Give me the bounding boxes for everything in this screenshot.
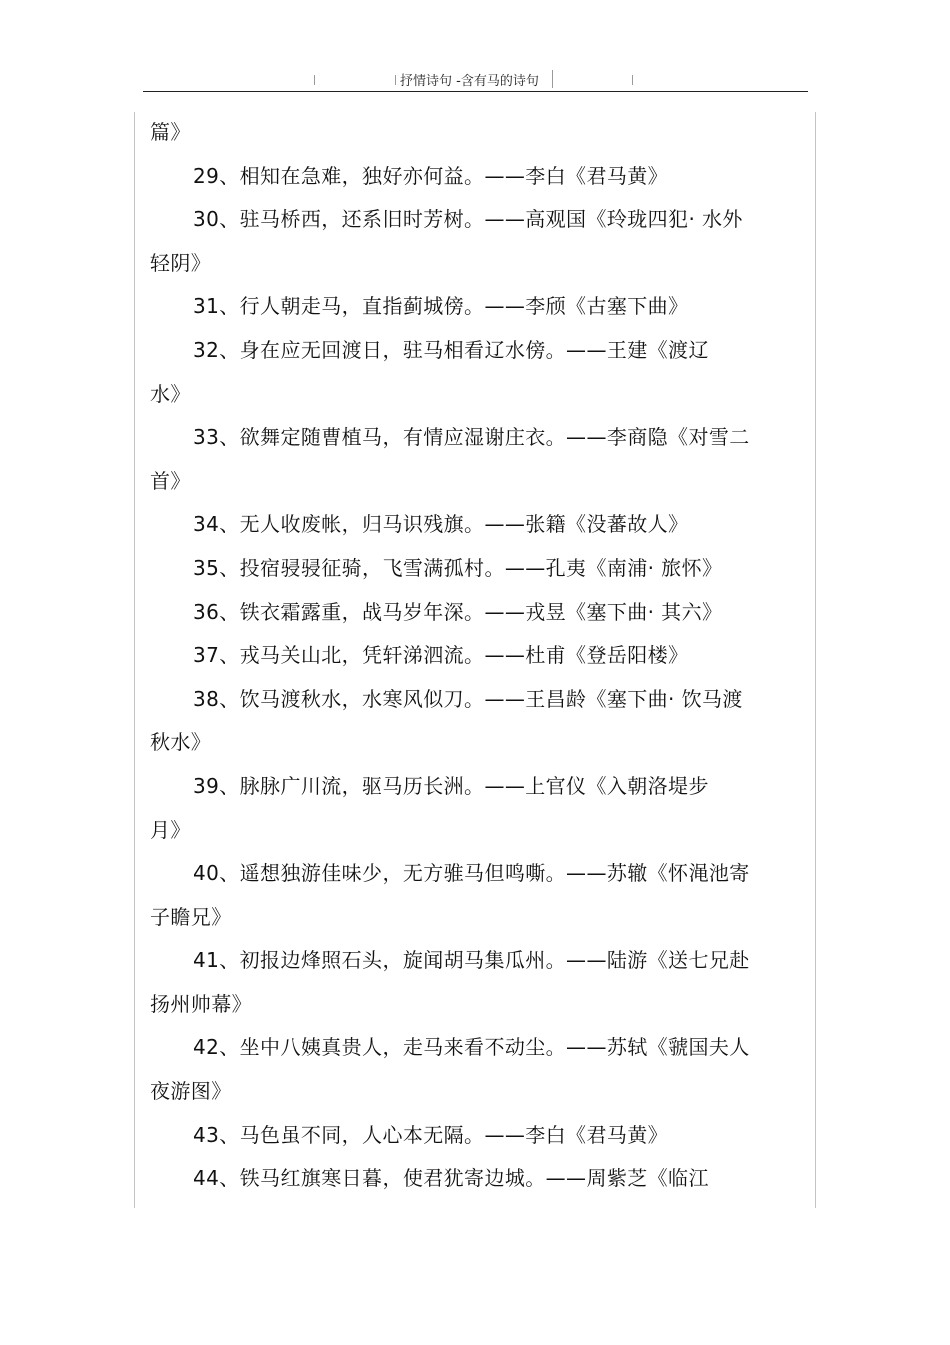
poem-line: 39、脉脉广川流，驱马历长洲。——上官仪《入朝洛堤步 bbox=[193, 773, 709, 798]
left-margin-rule bbox=[134, 112, 135, 1208]
poem-line: 29、相知在急难，独好亦何益。——李白《君马黄》 bbox=[193, 163, 669, 188]
poem-line: 41、初报边烽照石头，旋闻胡马集瓜州。——陆游《送七兄赴 bbox=[193, 948, 750, 973]
right-margin-rule bbox=[815, 112, 816, 1208]
poem-line: 34、无人收废帐，归马识残旗。——张籍《没蕃故人》 bbox=[193, 512, 689, 537]
poem-line: 42、坐中八姨真贵人，走马来看不动尘。——苏轼《虢国夫人 bbox=[193, 1035, 750, 1060]
header-tick-title-end bbox=[552, 70, 553, 88]
poem-line: 38、饮马渡秋水，水寒风似刀。——王昌龄《塞下曲· 饮马渡 bbox=[193, 686, 743, 711]
poem-line: 37、戎马关山北，凭轩涕泗流。——杜甫《登岳阳楼》 bbox=[193, 643, 689, 668]
poem-line: 31、行人朝走马，直指蓟城傍。——李颀《古塞下曲》 bbox=[193, 294, 689, 319]
poem-line: 扬州帅幕》 bbox=[150, 991, 252, 1016]
poem-line: 35、投宿骎骎征骑，飞雪满孤村。——孔夷《南浦· 旅怀》 bbox=[193, 555, 723, 580]
header-tick-left bbox=[314, 75, 315, 85]
poem-line: 子瞻兄》 bbox=[150, 904, 232, 929]
poem-line: 43、马色虽不同，人心本无隔。——李白《君马黄》 bbox=[193, 1122, 669, 1147]
poem-line: 30、驻马桥西，还系旧时芳树。——高观国《玲珑四犯· 水外 bbox=[193, 207, 743, 232]
poem-line: 40、遥想独游佳味少，无方骓马但鸣嘶。——苏辙《怀渑池寄 bbox=[193, 861, 750, 886]
poem-line: 篇》 bbox=[150, 120, 191, 144]
header-tick-title-start bbox=[395, 75, 396, 85]
page-header bbox=[0, 0, 950, 95]
poem-line: 44、铁马红旗寒日暮，使君犹寄边城。——周紫芝《临江 bbox=[193, 1166, 709, 1191]
poem-line: 秋水》 bbox=[150, 730, 212, 755]
poem-line: 首》 bbox=[150, 468, 191, 493]
poem-line: 32、身在应无回渡日，驻马相看辽水傍。——王建《渡辽 bbox=[193, 337, 709, 362]
header-tick-right bbox=[632, 75, 633, 85]
poem-line: 夜游图》 bbox=[150, 1079, 232, 1104]
poem-line: 月》 bbox=[150, 817, 191, 842]
poem-lines-list bbox=[150, 111, 765, 1201]
poem-line: 轻阴》 bbox=[150, 250, 212, 275]
poem-line: 水》 bbox=[150, 381, 191, 406]
header-rule bbox=[143, 91, 808, 92]
poem-line: 36、铁衣霜露重，战马岁年深。——戎昱《塞下曲· 其六》 bbox=[193, 599, 723, 624]
poem-line: 33、欲舞定随曹植马，有情应湿谢庄衣。——李商隐《对雪二 bbox=[193, 425, 750, 450]
header-title: 抒情诗句 -含有马的诗句 bbox=[400, 74, 539, 89]
